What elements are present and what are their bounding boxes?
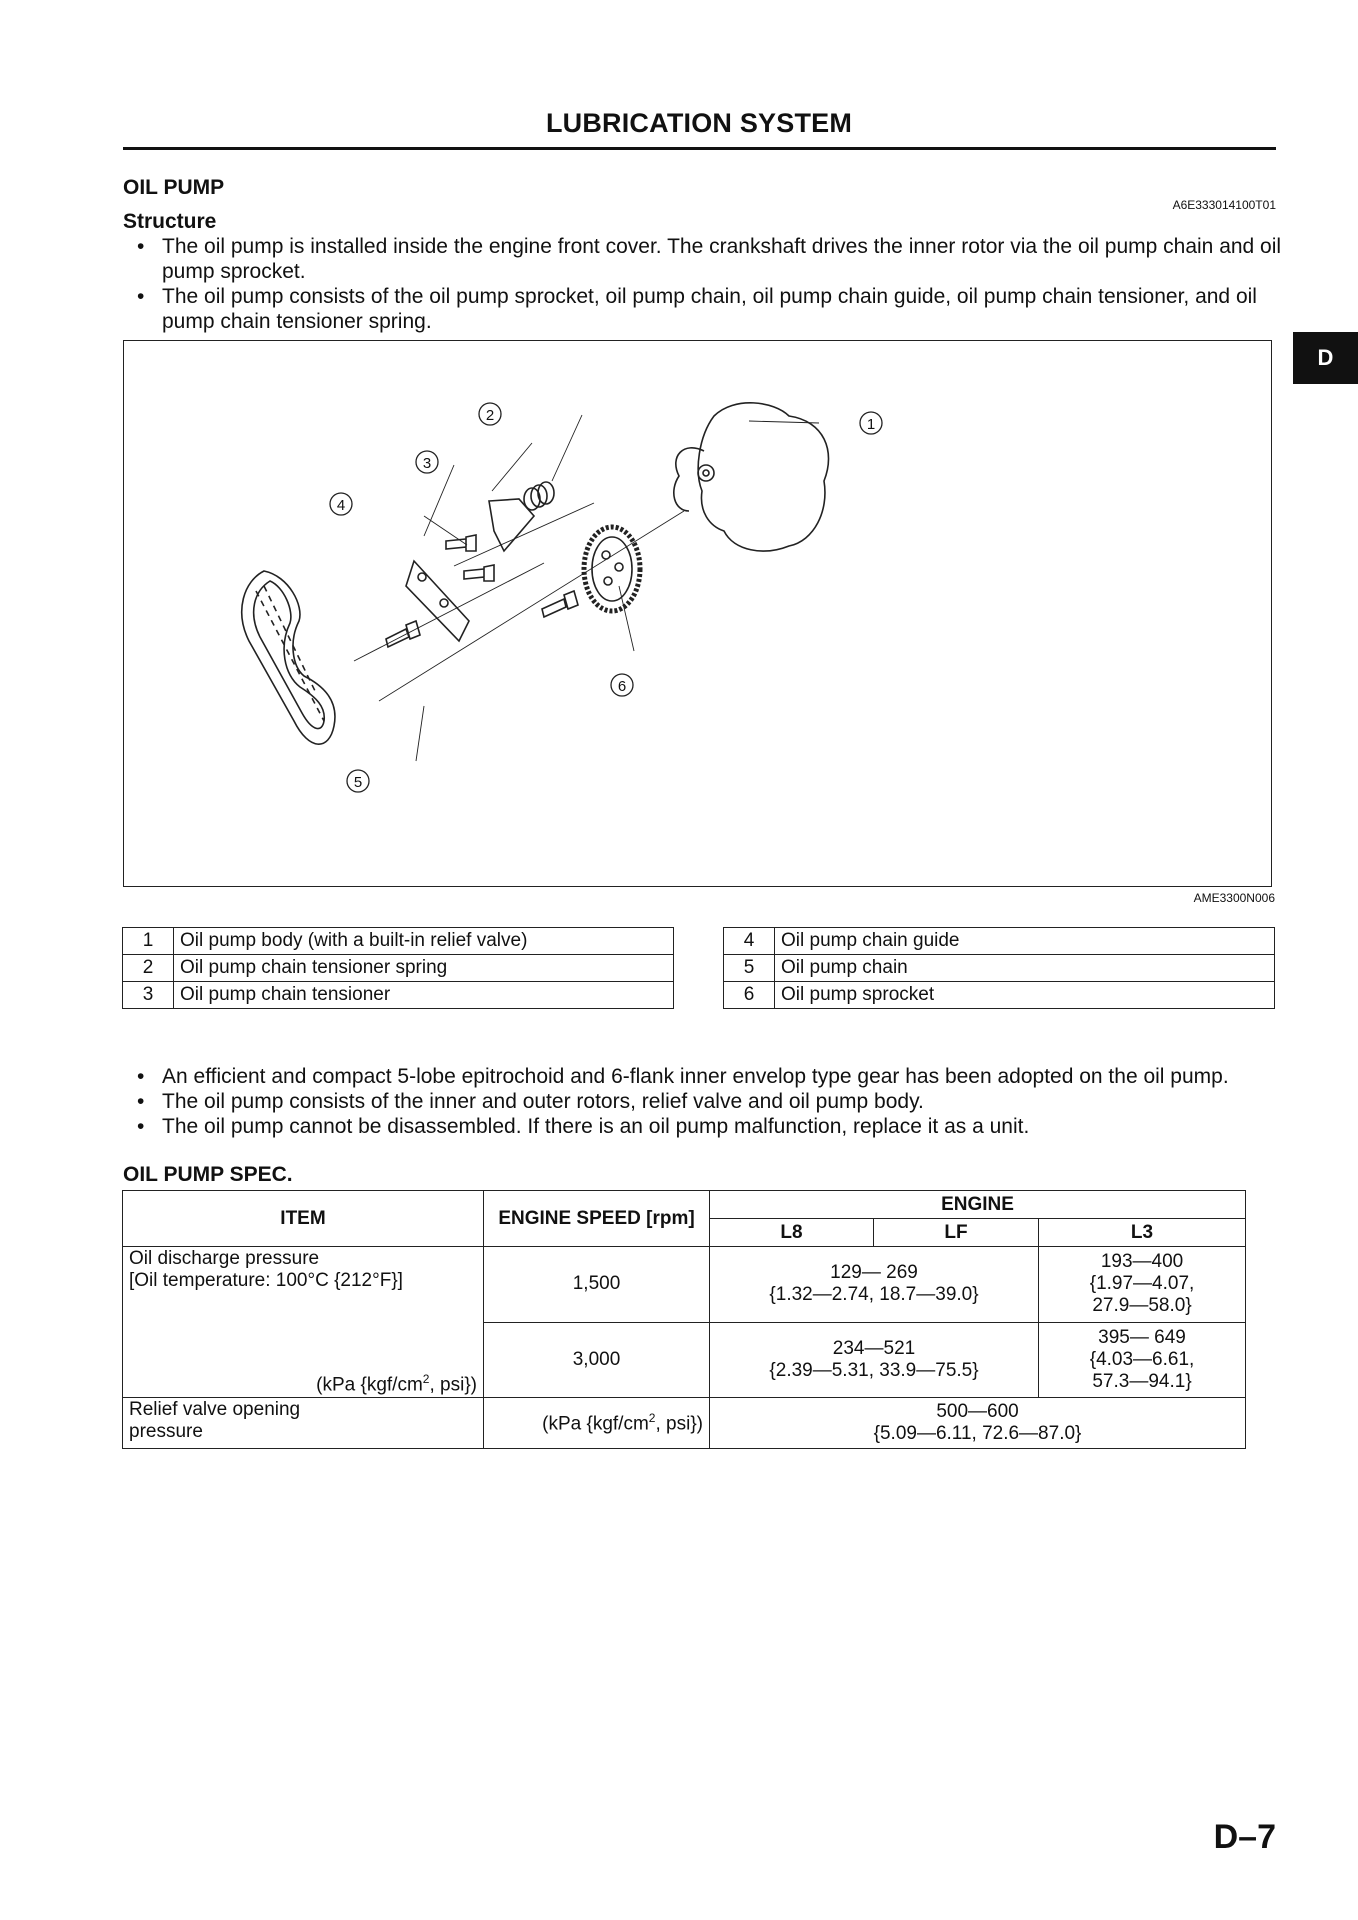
l8-lf-value-3000: 234—521 {2.39—5.31, 33.9—75.5} bbox=[710, 1322, 1039, 1398]
relief-item-cell: Relief valve opening pressure bbox=[123, 1398, 484, 1449]
header-l8: L8 bbox=[710, 1219, 874, 1247]
legend-label: Oil pump body (with a built-in relief valve) bbox=[174, 928, 674, 955]
callout-3 bbox=[416, 451, 438, 473]
table-header-row bbox=[123, 1191, 1246, 1219]
legend-label: Oil pump chain bbox=[775, 955, 1275, 982]
legend-num: 6 bbox=[724, 982, 775, 1009]
header-lf: LF bbox=[874, 1219, 1039, 1247]
svg-text:3: 3 bbox=[422, 455, 432, 472]
table-row bbox=[724, 982, 1275, 1009]
table-row bbox=[724, 955, 1275, 982]
discharge-item-cell bbox=[123, 1247, 484, 1323]
discharge-item-line2: [Oil temperature: 100°C {212°F}] bbox=[129, 1270, 403, 1291]
legend-label: Oil pump chain tensioner spring bbox=[174, 955, 674, 982]
l8-lf-value-1500: 129— 269 {1.32—2.74, 18.7—39.0} bbox=[710, 1247, 1039, 1323]
table-row bbox=[123, 982, 674, 1009]
speed-3000: 3,000 bbox=[484, 1322, 710, 1398]
structure-subtitle: Structure bbox=[123, 210, 217, 233]
legend-table-right bbox=[723, 927, 1275, 1009]
table-row bbox=[123, 955, 674, 982]
legend-num: 2 bbox=[123, 955, 174, 982]
svg-text:2: 2 bbox=[485, 407, 495, 424]
callout-1 bbox=[860, 412, 882, 434]
svg-text:4: 4 bbox=[336, 497, 346, 514]
l3-value-1500: 193—400 {1.97—4.07, 27.9—58.0} bbox=[1039, 1247, 1246, 1323]
relief-value: 500—600 {5.09—6.11, 72.6—87.0} bbox=[710, 1398, 1246, 1449]
callout-6 bbox=[611, 674, 633, 696]
feature-bullet-list bbox=[123, 1064, 1283, 1139]
speed-1500: 1,500 bbox=[484, 1247, 710, 1323]
legend-label: Oil pump sprocket bbox=[775, 982, 1275, 1009]
section-title: OIL PUMP bbox=[123, 176, 225, 199]
legend-num: 5 bbox=[724, 955, 775, 982]
feature-bullet: • An efficient and compact 5-lobe epitrochoid and 6-flank inner envelop type gear has been adopted on the oil pump. bbox=[123, 1064, 1283, 1089]
structure-bullet-list bbox=[123, 234, 1283, 334]
header-item: ITEM bbox=[123, 1191, 484, 1247]
structure-bullet: • The oil pump is installed inside the engine front cover. The crankshaft drives the inner rotor via the oil pump chain and oil pump sprocket. bbox=[123, 234, 1283, 284]
table-row bbox=[123, 928, 674, 955]
feature-bullet: • The oil pump consists of the inner and outer rotors, relief valve and oil pump body. bbox=[123, 1089, 1283, 1114]
feature-bullet: • The oil pump cannot be disassembled. If there is an oil pump malfunction, replace it as a unit. bbox=[123, 1114, 1283, 1139]
svg-text:6: 6 bbox=[617, 678, 627, 695]
structure-bullet: • The oil pump consists of the oil pump sprocket, oil pump chain, oil pump chain guide, oil pump chain tensioner, and oil pump chain tensioner spring. bbox=[123, 284, 1283, 334]
legend-num: 1 bbox=[123, 928, 174, 955]
discharge-unit-cell: (kPa {$kgf/cm^2$, psi}) bbox=[123, 1322, 484, 1398]
svg-text:1: 1 bbox=[866, 416, 876, 433]
discharge-item-line1: Oil discharge pressure bbox=[129, 1248, 320, 1269]
table-row bbox=[123, 1322, 1246, 1398]
oil-pump-body-drawing bbox=[698, 403, 828, 551]
l3-value-3000: 395— 649 {4.03—6.61, 57.3—94.1} bbox=[1039, 1322, 1246, 1398]
oil-pump-spec-table bbox=[122, 1190, 1246, 1449]
callout-4 bbox=[330, 493, 352, 515]
header-engine: ENGINE bbox=[710, 1191, 1246, 1219]
table-row bbox=[724, 928, 1275, 955]
oil-pump-exploded-diagram bbox=[124, 341, 1270, 885]
legend-num: 4 bbox=[724, 928, 775, 955]
legend-num: 3 bbox=[123, 982, 174, 1009]
callout-5 bbox=[347, 770, 369, 792]
header-rule bbox=[123, 147, 1276, 150]
page-number: D–7 bbox=[1213, 1818, 1276, 1856]
oil-pump-figure bbox=[123, 340, 1272, 887]
page-title: LUBRICATION SYSTEM bbox=[545, 108, 853, 138]
tensioner-spring-drawing bbox=[524, 482, 554, 510]
legend-label: Oil pump chain guide bbox=[775, 928, 1275, 955]
table-row bbox=[123, 1247, 1246, 1323]
legend-label: Oil pump chain tensioner bbox=[174, 982, 674, 1009]
relief-unit-cell: (kPa {$kgf/cm^2$, psi}) bbox=[484, 1398, 710, 1449]
figure-code: AME3300N006 bbox=[1193, 891, 1275, 905]
header-engine-speed: ENGINE SPEED [rpm] bbox=[484, 1191, 710, 1247]
document-code: A6E333014100T01 bbox=[1172, 198, 1276, 212]
legend-table-left bbox=[122, 927, 674, 1009]
oil-pump-sprocket-drawing bbox=[584, 527, 640, 611]
bolt-drawings bbox=[386, 535, 578, 647]
header-l3: L3 bbox=[1039, 1219, 1246, 1247]
spec-title: OIL PUMP SPEC. bbox=[123, 1163, 293, 1186]
table-row bbox=[123, 1398, 1246, 1449]
section-tab: D bbox=[1293, 332, 1358, 384]
svg-text:5: 5 bbox=[353, 774, 363, 791]
callout-2 bbox=[479, 403, 501, 425]
